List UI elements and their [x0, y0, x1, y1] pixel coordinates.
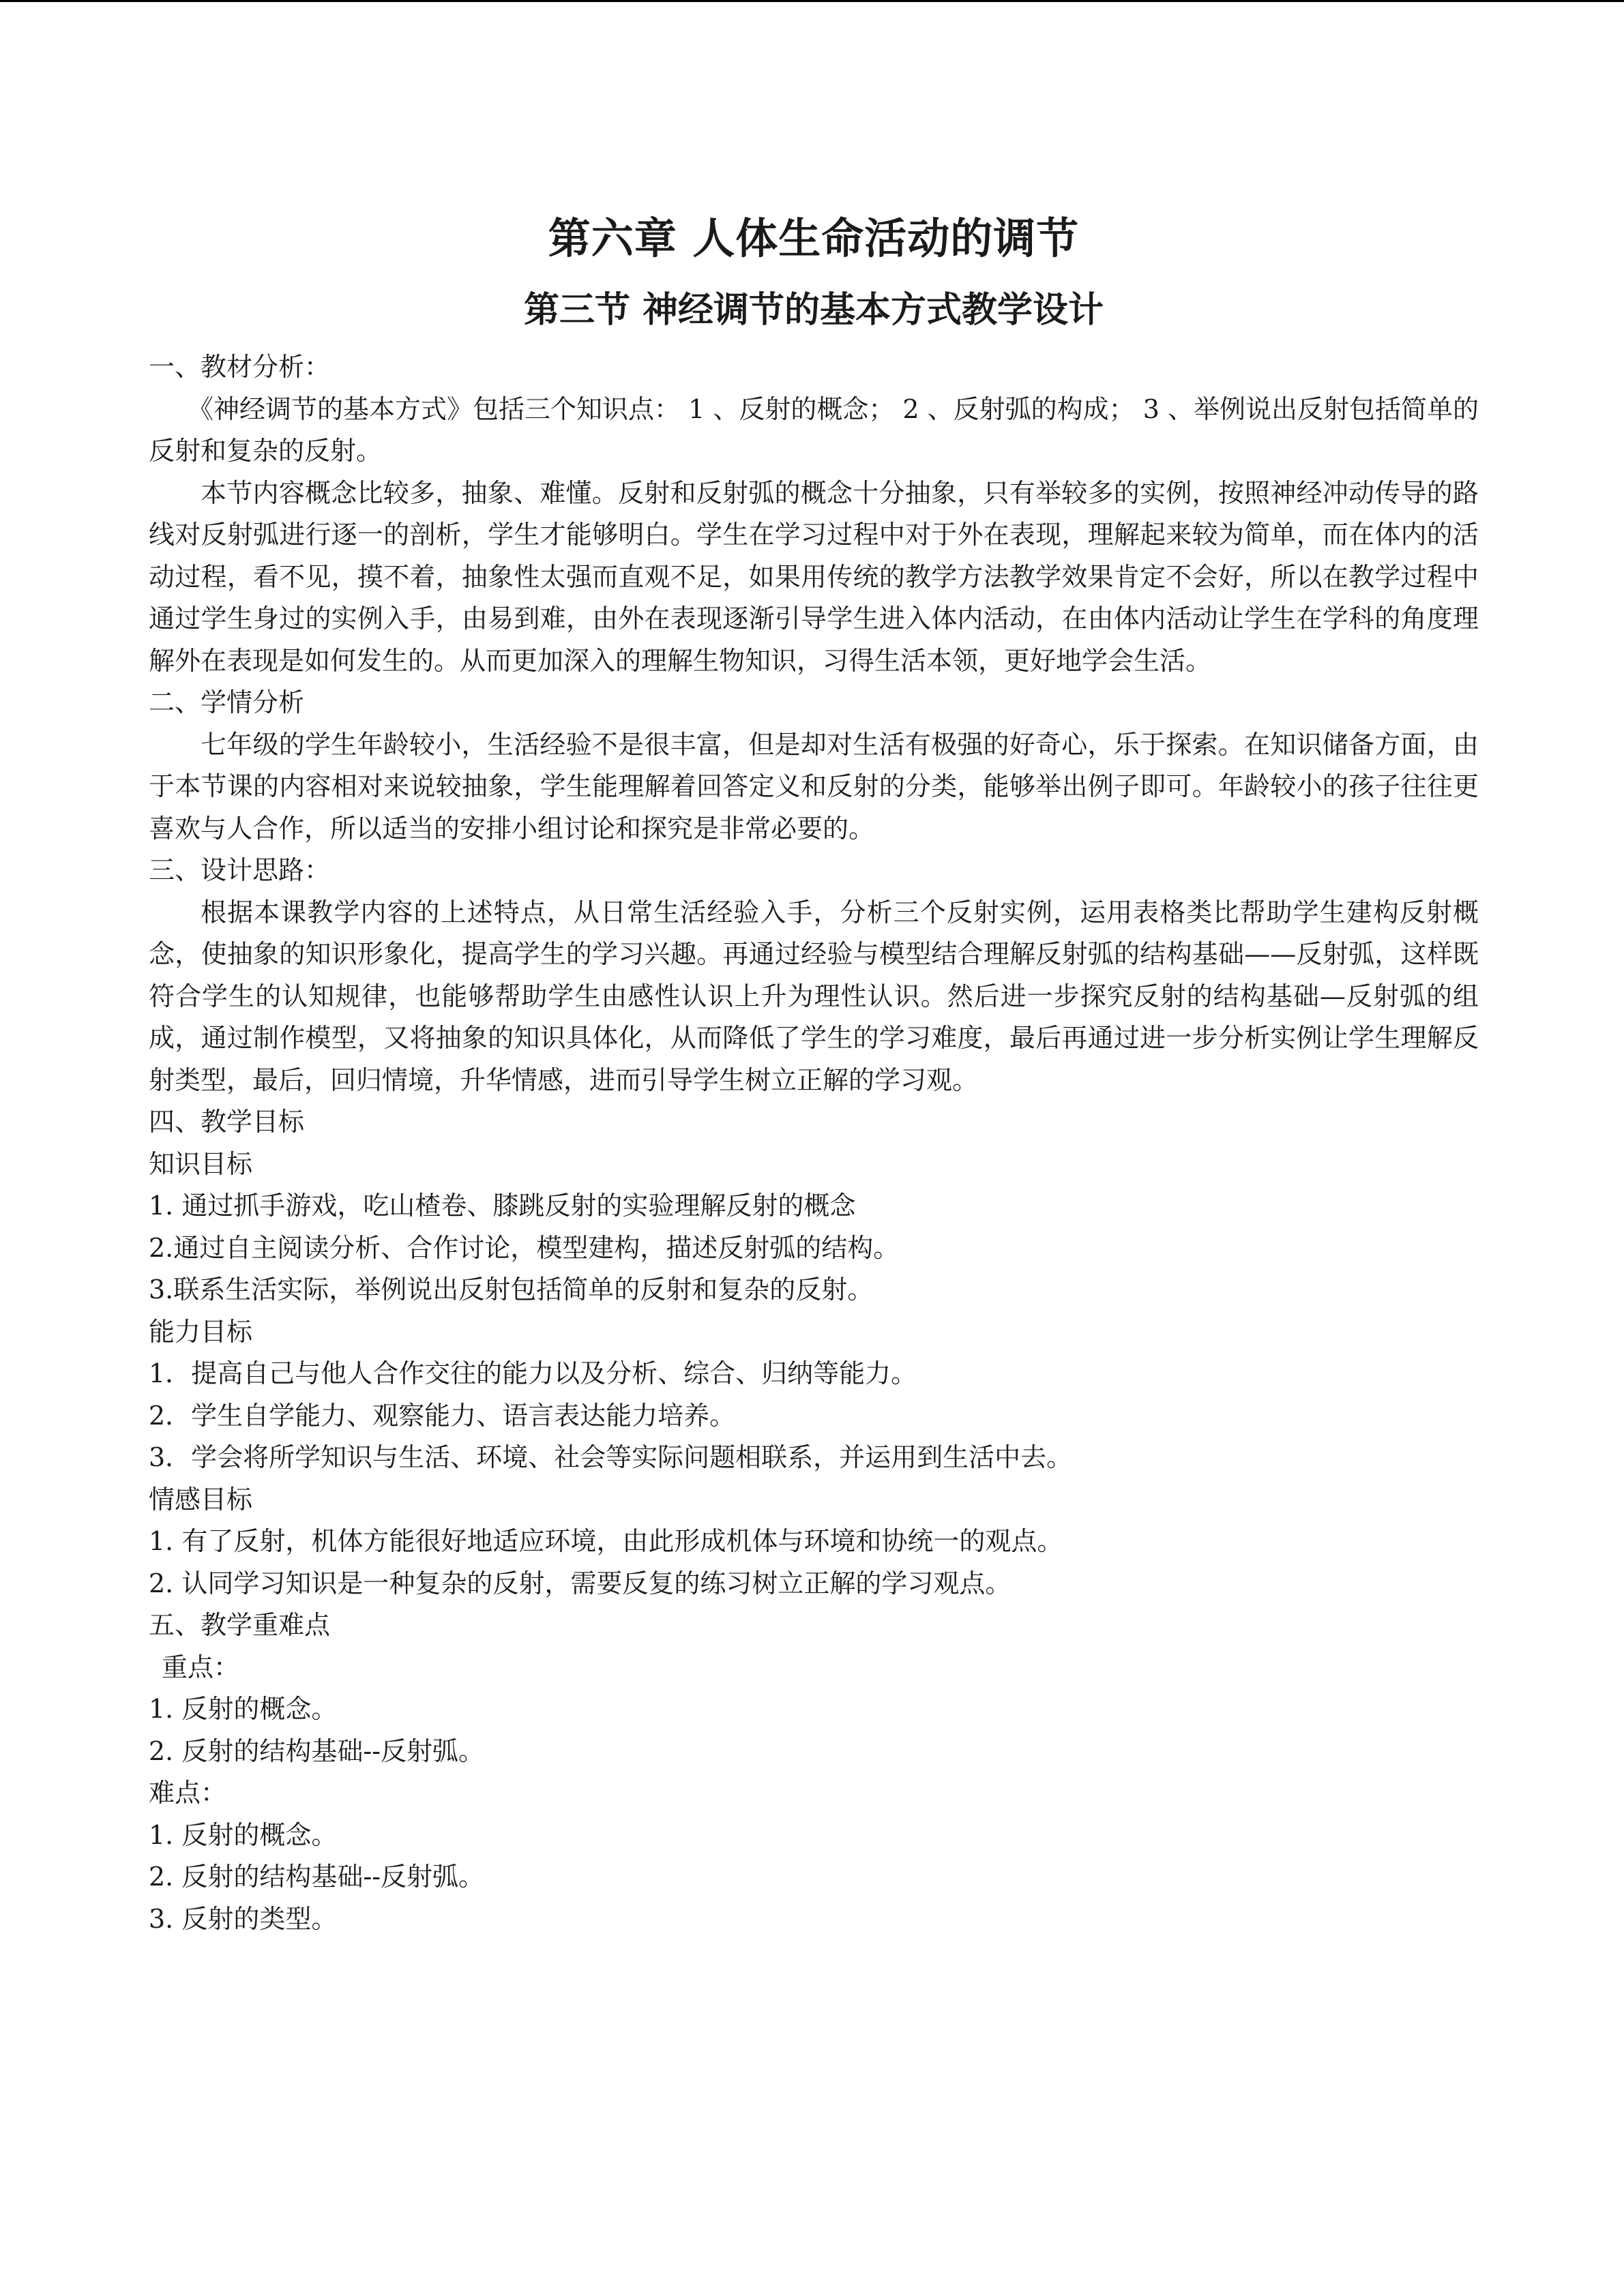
chapter-title: 第六章 人体生命活动的调节 — [548, 213, 1080, 263]
subheading-emotion-objectives: 情感目标 — [149, 1484, 253, 1515]
paragraph-student-analysis: 七年级的学生年龄较小，生活经验不是很丰富，但是却对生活有极强的好奇心，乐于探索。在知识储备方面，由于本节课的内容相对来说较抽象，学生能理解着回答定义和反射的分类，能够举出例子即可。年龄较小的孩子往往更喜欢与人合作，所以适当的安排小组讨论和探究是非常必要的。 — [149, 729, 1479, 844]
heading-student-analysis: 二、学情分析 — [149, 687, 305, 717]
list-item: 3．学会将所学知识与生活、环境、社会等实际问题相联系，并运用到生活中去。 — [149, 1442, 1073, 1472]
list-item: 2. 反射的结构基础--反射弧。 — [149, 1735, 485, 1766]
list-item: 2. 认同学习知识是一种复杂的反射，需要反复的练习树立正解的学习观点。 — [149, 1568, 1012, 1598]
heading-key-difficult-points: 五、教学重难点 — [149, 1610, 331, 1640]
list-item: 3. 反射的类型。 — [149, 1903, 338, 1934]
list-item: 2．学生自学能力、观察能力、语言表达能力培养。 — [149, 1400, 736, 1431]
document-body — [149, 346, 1479, 1940]
list-item: 3.联系生活实际，举例说出反射包括简单的反射和复杂的反射。 — [149, 1274, 874, 1304]
section-title: 第三节 神经调节的基本方式教学设计 — [523, 289, 1104, 331]
subheading-knowledge-objectives: 知识目标 — [149, 1148, 253, 1179]
list-item: 1. 通过抓手游戏，吃山楂卷、膝跳反射的实验理解反射的概念 — [149, 1191, 856, 1221]
paragraph-knowledge-points: 《神经调节的基本方式》包括三个知识点： 1 、反射的概念； 2 、反射弧的构成； 3 、举例说出反射包括简单的反射和复杂的反射。 — [149, 393, 1479, 466]
subheading-key-points: 重点： — [162, 1652, 240, 1682]
subheading-ability-objectives: 能力目标 — [149, 1316, 253, 1347]
list-item: 1. 反射的概念。 — [149, 1694, 338, 1724]
list-item: 1．提高自己与他人合作交往的能力以及分析、综合、归纳等能力。 — [149, 1358, 917, 1388]
document-page — [149, 205, 1479, 1940]
list-item: 2.通过自主阅读分析、合作讨论，模型建构，描述反射弧的结构。 — [149, 1232, 900, 1263]
heading-design-idea: 三、设计思路： — [149, 855, 331, 885]
subheading-difficult-points: 难点： — [149, 1778, 227, 1808]
list-item: 2. 反射的结构基础--反射弧。 — [149, 1862, 485, 1892]
top-border-line — [0, 0, 1624, 2]
list-item: 1. 反射的概念。 — [149, 1819, 338, 1850]
paragraph-design-idea: 根据本课教学内容的上述特点，从日常生活经验入手，分析三个反射实例，运用表格类比帮助学生建构反射概念，使抽象的知识形象化，提高学生的学习兴趣。再通过经验与模型结合理解反射弧的结构基础——反射弧，这样既符合学生的认知规律，也能够帮助学生由感性认识上升为理性认识。然后进一步探究反射的结构基础—反射弧的组成，通过制作模型，又将抽象的知识具体化，从而降低了学生的学习难度，最后再通过进一步分析实例让学生理解反射类型，最后，回归情境，升华情感，进而引导学生树立正解的学习观。 — [149, 897, 1479, 1095]
heading-textbook-analysis: 一、教材分析： — [149, 352, 331, 382]
list-item: 1. 有了反射，机体方能很好地适应环境，由此形成机体与环境和协统一的观点。 — [149, 1526, 1063, 1556]
paragraph-content-analysis: 本节内容概念比较多，抽象、难懂。反射和反射弧的概念十分抽象，只有举较多的实例，按照神经冲动传导的路线对反射弧进行逐一的剖析，学生才能够明白。学生在学习过程中对于外在表现，理解起来较为简单，而在体内的活动过程，看不见，摸不着，抽象性太强而直观不足，如果用传统的教学方法教学效果肯定不会好，所以在教学过程中通过学生身过的实例入手，由易到难，由外在表现逐渐引导学生进入体内活动，在由体内活动让学生在学科的角度理解外在表现是如何发生的。从而更加深入的理解生物知识，习得生活本领，更好地学会生活。 — [149, 477, 1479, 676]
heading-teaching-objectives: 四、教学目标 — [149, 1107, 305, 1137]
